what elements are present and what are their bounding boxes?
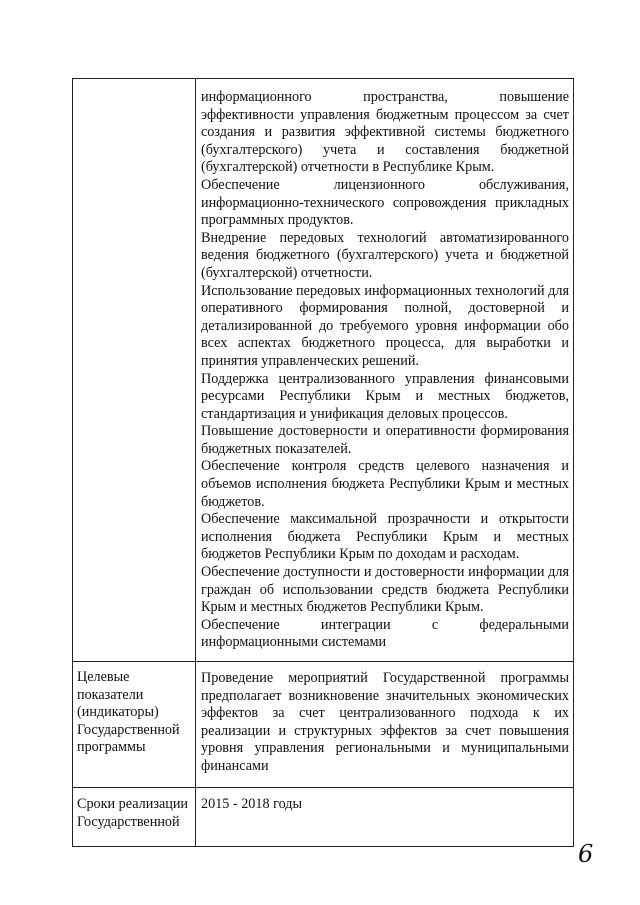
content-paragraph: Проведение мероприятий Государственной программы предполагает возникновение значительных экономических эффектов за счет централизованного подхода к их реализации и структурных эффектов за счет повышения уровня управления региональными и муниципальными финансами [201,670,569,774]
content-paragraph: Обеспечение интеграции с федеральными информационными системами [201,616,569,651]
content-paragraph: Использование передовых информационных технологий для оперативного формирования полной, достоверной и детализированной до требуемого уровня информации обо всех аспектах бюджетного процесса, для выработки и принятия управленческих решений. [201,282,569,369]
row-label-cell [73,662,196,788]
table-row [73,662,574,788]
row-content-cell [196,662,574,788]
row-label [73,79,195,86]
table-row [73,79,574,662]
row-content-cell [196,79,574,662]
row-label-cell [73,79,196,662]
row-content-cell [196,788,574,847]
content-paragraph: 2015 - 2018 годы [201,796,303,812]
content-paragraph: Обеспечение максимальной прозрачности и открытости исполнения бюджета Республики Крым и местных бюджетов Республики Крым по доходам и расходам. [201,511,569,563]
content-paragraph: Внедрение передовых технологий автоматизированного ведения бюджетного (бухгалтерского) учета и бюджетной (бухгалтерской) отчетности. [201,229,569,281]
content-paragraph: Обеспечение лицензионного обслуживания, информационно-технического сопровождения прикладных программных продуктов. [201,176,569,229]
table-row [73,788,574,847]
content-paragraph: Поддержка централизованного управления финансовыми ресурсами Республики Крым и местных бюджетов, стандартизация и унификация деловых процессов. [201,370,569,422]
program-passport-table [72,78,574,847]
row-label: Целевые показатели (индикаторы) Государственной программы [77,669,180,756]
row-label: Сроки реализации Государственной [77,796,189,830]
content-paragraph: Обеспечение доступности и достоверности информации для граждан об использовании средств бюджета Республики Крым и местных бюджетов Республики Крым. [201,564,569,616]
content-paragraph: информационного пространства, повышение эффективности управления бюджетным процессом за счет создания и развития эффективной системы бюджетного (бухгалтерского) учета и составления бюджетной (бухгалтерской) отчетности в Республике Крым. [201,89,569,176]
content-paragraph: Повышение достоверности и оперативности формирования бюджетных показателей. [201,423,569,457]
page-number: 6 [578,840,594,868]
row-label-cell [73,788,196,847]
content-paragraph: Обеспечение контроля средств целевого назначения и объемов исполнения бюджета Республики Крым и местных бюджетов. [201,458,569,510]
